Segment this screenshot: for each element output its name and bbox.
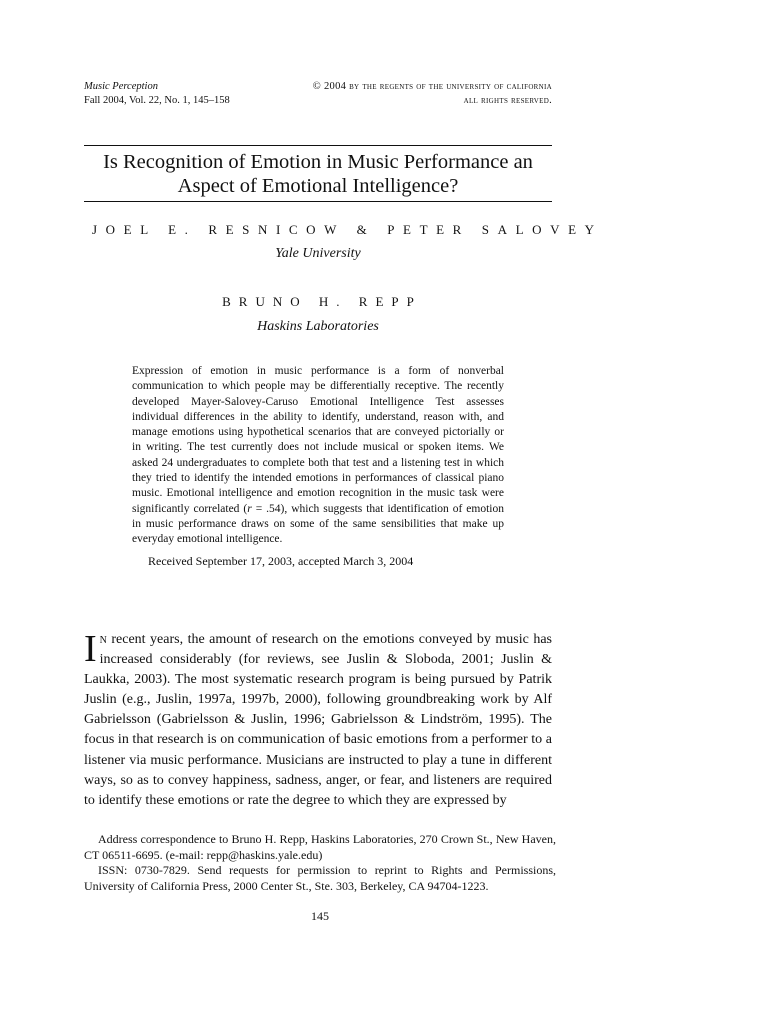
issn-note: ISSN: 0730-7829. Send requests for permission to reprint to Rights and Permissions, University of California Press, 2000 Center St., Ste. 303, Berkeley, CA 94704-1223.	[84, 863, 556, 893]
abstract	[132, 364, 504, 548]
abstract-text-part-2: = .54), which suggests that identification of emotion in music performance draws on some of the same sensibilities that make up everyday emotional intelligence.	[132, 502, 504, 546]
footnote	[84, 832, 556, 894]
page-number: 145	[311, 909, 329, 923]
lead-word: n	[99, 632, 107, 647]
rights-line: all rights reserved.	[463, 95, 552, 106]
journal-name: Music Perception	[84, 81, 158, 92]
journal-citation-block	[84, 80, 230, 108]
copyright-block	[313, 80, 552, 108]
copyright-line: © 2004 by the regents of the university of california	[312, 81, 552, 92]
author-names-1: JOEL E. RESNICOW & PETER SALOVEY	[92, 222, 603, 237]
body-paragraph	[84, 630, 552, 811]
correspondence-address: Address correspondence to Bruno H. Repp, Haskins Laboratories, 270 Crown St., New Haven, CT 06511-6695. (e-mail: repp@haskins.yale.edu)	[84, 832, 556, 862]
abstract-text-part-1: Expression of emotion in music performance is a form of nonverbal communication to which people may be differentially receptive. The recently developed Mayer-Salovey-Caruso Emotional Intelligence Test assesses individual differences in the ability to identify, understand, reason with, and manage emotions using hypothetical scenarios that are conveyed pictorially or in writing. The test currently does not include musical or spoken items. We asked 24 undergraduates to complete both that test and a listening test in which they tried to identify the intended emotions in performances of classical piano music. Emotional intelligence and emotion recognition in the music task were significantly correlated (	[132, 365, 504, 515]
received-date: Received September 17, 2003, accepted March 3, 2004	[148, 554, 414, 568]
article-title: Is Recognition of Emotion in Music Performance an Aspect of Emotional Intelligence?	[84, 145, 552, 202]
volume-citation: Fall 2004, Vol. 22, No. 1, 145–158	[84, 95, 230, 106]
correlation-symbol: r	[247, 502, 252, 515]
author-affiliation-1: Yale University	[275, 246, 361, 261]
author-names-2: BRUNO H. REPP	[222, 294, 422, 309]
author-affiliation-2: Haskins Laboratories	[257, 319, 379, 334]
body-text: recent years, the amount of research on the emotions conveyed by music has increased considerably (for reviews, see Juslin & Sloboda, 2001; Juslin & Laukka, 2003). The most systematic research program is being pursued by Patrik Juslin (e.g., Juslin, 1997a, 1997b, 2000), following groundbreaking work by Alf Gabrielsson (Gabrielsson & Juslin, 1996; Gabrielsson & Lindström, 1995). The focus in that research is on communication of basic emotions from a performer to a listener via music performance. Musicians are instructed to play a tune in different ways, so as to convey happiness, sadness, anger, or fear, and listeners are required to identify these emotions or rate the degree to which they are expressed by	[84, 632, 552, 808]
drop-cap: I	[84, 628, 97, 670]
